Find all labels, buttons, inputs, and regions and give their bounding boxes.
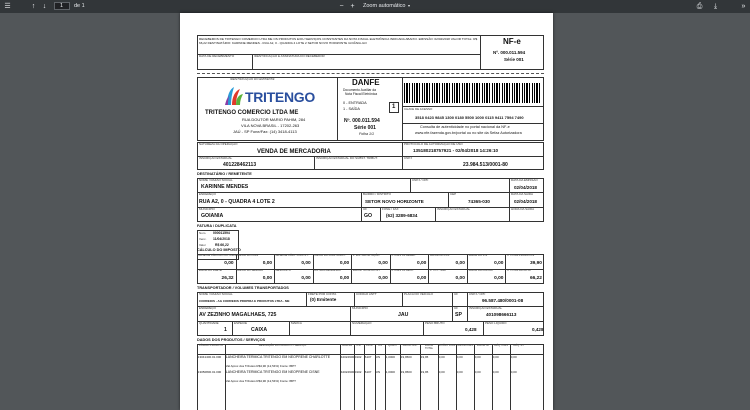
- transp-municipio: JAU: [398, 312, 409, 318]
- transp-nome: CORREIOS - AG CORREIOS PROPRIA E PRODUTOS LTDA - ME: [199, 299, 290, 303]
- produtos-cell: 0,00: [438, 370, 445, 374]
- produtos-cell-tributos: Val Aprox dos Tributos R$4,90 (12,54%) Fonte: IBPT: [225, 379, 296, 383]
- produtos-cell: 13050800.01.000: [197, 370, 222, 374]
- transp-pliq-label: PESO LÍQUIDO: [485, 321, 507, 325]
- emitter-ident-label: IDENTIFICAÇÃO DO EMITENTE: [230, 77, 275, 81]
- imposto-value: 0,00: [262, 276, 273, 281]
- imposto-label: VALOR DO ICMS SUBST.: [314, 254, 346, 257]
- chave-consulta1: Consulta de autenticidade no portal nacional da NF-e: [420, 125, 510, 129]
- cnpj-label: CNPJ: [404, 156, 412, 160]
- imposto-label: V. TOTAL PRODUTOS: [506, 254, 535, 257]
- transp-especie-label: ESPÉCIE: [234, 321, 248, 325]
- pdf-page: [180, 13, 553, 410]
- dest-hora-label: HORA DA SAÍDA: [511, 207, 535, 211]
- transp-frete: (0) Emitente: [310, 297, 337, 302]
- dest-saida: 02/04/2018: [514, 199, 537, 204]
- emitter-addr2: VILA NOVA BRASIL - 17202-263: [241, 123, 300, 128]
- dest-ie-label: INSCRIÇÃO ESTADUAL: [437, 207, 471, 211]
- produtos-header: ALÍQ. IPI: [513, 344, 524, 347]
- produtos-header: CFOP: [365, 344, 374, 347]
- zoom-label: Zoom automático: [363, 3, 406, 9]
- dest-nome: KARINNE MENDES: [201, 184, 249, 190]
- produtos-header: ALÍQ. ICMS: [494, 344, 508, 347]
- cut-line: [197, 73, 544, 74]
- imposto-label: VALOR DO PIS: [468, 254, 488, 257]
- transp-uf2-label: UF: [454, 306, 458, 310]
- receipt-serie: Série 001: [504, 57, 524, 62]
- dest-endereco-label: ENDEREÇO: [199, 192, 217, 196]
- dest-emissao: 02/04/2018: [514, 185, 537, 190]
- imposto-label: DESCONTO: [275, 269, 291, 272]
- imposto-value: 0,00: [339, 261, 350, 266]
- receipt-nfe: NF-e: [503, 37, 521, 46]
- produtos-cell: 0,00: [456, 370, 463, 374]
- produtos-header: B.CÁLC ICMS: [438, 344, 456, 347]
- produtos-cell: 19,9500: [400, 355, 412, 359]
- imposto-value: 0,00: [301, 261, 311, 266]
- produtos-cell: 42022900: [340, 370, 355, 374]
- imposto-label: VALOR DO ICMS: [237, 254, 259, 257]
- emitter-addr3: JAÚ - SP Fone/Fax: (14) 3418-4113: [233, 129, 297, 134]
- dest-municipio-label: MUNICÍPIO: [199, 207, 215, 211]
- dest-bairro: SETOR NOVO HORIZONTE: [365, 199, 424, 204]
- imposto-value: 0,00: [416, 261, 427, 266]
- pdf-toolbar: [0, 0, 750, 13]
- danfe-number: Nº. 000.011.594: [344, 118, 380, 124]
- danfe-serie: Série 001: [354, 125, 376, 131]
- page-current: 1: [60, 3, 64, 9]
- imposto-label: V. ICMS UF REMET.: [391, 254, 416, 257]
- sidebar-toggle-icon[interactable]: ☰: [4, 3, 11, 10]
- dest-cnpj-label: CNPJ / CPF: [412, 178, 429, 182]
- fatura-num-label: Num.: [199, 231, 207, 235]
- produtos-cell: 6107: [364, 355, 372, 359]
- dest-uf: GO: [364, 213, 373, 219]
- transp-frete-label: FRETE POR CONTA: [308, 292, 337, 296]
- operacao-label: NATUREZA DA OPERAÇÃO: [199, 142, 238, 146]
- imposto-value: 0,00: [339, 276, 350, 281]
- danfe-sub1: Documento Auxiliar da: [343, 88, 376, 92]
- chave-label: CHAVE DE ACESSO: [404, 107, 433, 111]
- destinatario-section: DESTINATÁRIO / REMETENTE: [197, 172, 252, 176]
- imposto-value: 0,00: [494, 261, 504, 266]
- transp-ie: 401098666113: [486, 312, 517, 317]
- transp-ie-label: INSCRIÇÃO ESTADUAL: [469, 306, 503, 310]
- dest-municipio: GOIANIA: [201, 213, 224, 219]
- produtos-header: CÓDIGO PRODUTO: [198, 344, 224, 347]
- produtos-header: VALOR UNIT: [402, 344, 418, 347]
- produtos-cell: LANCHEIRA TERMICA TRITENGO EM NEOPRENE CISNE: [225, 370, 320, 374]
- imposto-value: 0,00: [455, 261, 465, 266]
- iest-label: INSCRIÇÃO ESTADUAL DO SUBST. TRIBUT.: [316, 156, 378, 160]
- barcode: [404, 83, 542, 103]
- imposto-label: VALOR DA COFINS: [468, 269, 493, 272]
- imposto-value: 0,00: [301, 276, 311, 281]
- imposto-value: 39,90: [529, 261, 542, 266]
- imposto-label: V. TOTAL DA NOTA: [506, 269, 531, 272]
- transp-municipio-label: MUNICÍPIO: [352, 306, 368, 310]
- imposto-value: 0,00: [224, 261, 234, 266]
- protocolo-value: 135180218757921 - 02/04/2018 14:26:10: [413, 148, 499, 153]
- imposto-label: OUTRAS DESPESAS: [314, 269, 341, 272]
- dest-emissao-label: DATA DA EMISSÃO: [511, 178, 538, 182]
- logo-text: TRITENGO: [245, 89, 315, 105]
- produtos-cell: UN: [375, 355, 381, 359]
- imposto-label: V. ICMS UF DEST.: [391, 269, 414, 272]
- download-icon[interactable]: ⤓: [713, 3, 718, 10]
- dest-uf-label: UF: [363, 207, 367, 211]
- produtos-header: NCM/SH: [341, 344, 353, 347]
- fatura-valor-label: Valor: [199, 243, 206, 247]
- transp-cnpj-label: CNPJ / CPF: [469, 292, 486, 296]
- danfe-entrada: 0 - ENTRADA: [343, 101, 367, 105]
- produtos-cell: 0102: [354, 370, 362, 374]
- emitter-addr1: RUA DOUTOR MARIO PAHIM, 284: [242, 117, 306, 122]
- danfe-tipo: 1: [392, 104, 396, 110]
- imposto-label: BASE DE CÁLC. ICMS S.T.: [275, 254, 309, 257]
- cnpj-value: 23.984.513/0001-80: [463, 162, 508, 168]
- imposto-value: 0,00: [378, 276, 388, 281]
- produtos-cell: 0,00: [492, 355, 499, 359]
- receipt-text: RECEBEMOS DE TRITENGO COMERCIO LTDA ME OS PRODUTOS E/OU SERVIÇOS CONSTANTES DA NOTA FISCAL ELETRÔNICA INDICADA ABAIXO. EMISSÃO: 02/04/2018 VALOR TOTAL: R$ 66,22 DESTINATÁRIO: KARINNE MENDES - RUA A2, 0 - QUADRA 4 LOTE 2 SETOR NOVO HORIZONTE GOIÂNIA-GO: [199, 37, 478, 45]
- danfe-title: DANFE: [352, 78, 380, 87]
- arrow-up-icon[interactable]: ↑: [31, 3, 36, 10]
- page-total: de 1: [74, 3, 85, 9]
- imposto-value: 0,00: [455, 276, 465, 281]
- produtos-cell: 0,00: [492, 370, 499, 374]
- imposto-label: VALOR TOTAL DO IPI: [352, 269, 380, 272]
- receipt-sign-label: IDENTIFICAÇÃO E ASSINATURA DO RECEBEDOR: [254, 54, 325, 58]
- produtos-header: CST: [356, 344, 362, 347]
- danfe-folha: Folha 1/1: [359, 132, 374, 136]
- produtos-header: UN: [378, 344, 382, 347]
- produtos-cell: 19,95: [420, 355, 429, 359]
- produtos-cell-tributos: Val Aprox dos Tributos R$4,90 (12,54%) Fonte: IBPT: [225, 364, 296, 368]
- produtos-cell: 1,0000: [385, 370, 395, 374]
- dest-bairro-label: BAIRRO / DISTRITO: [363, 192, 391, 196]
- danfe-saida: 1 - SAÍDA: [343, 107, 360, 111]
- dest-endereco: RUA A2, 0 - QUADRA 4 LOTE 2: [199, 199, 275, 205]
- imposto-value: 0,00: [416, 276, 427, 281]
- fatura-venc-label: Venc.: [199, 237, 207, 241]
- produtos-cell: 19,95: [420, 370, 429, 374]
- transp-nome-label: NOME / RAZÃO SOCIAL: [199, 292, 233, 296]
- imposto-value: 0,00: [262, 261, 273, 266]
- produtos-cell: 13041400.01.000: [197, 355, 222, 359]
- dest-cep: 74365-030: [468, 199, 490, 204]
- transp-pbruto-label: PESO BRUTO: [425, 321, 445, 325]
- fatura-venc: 11/04/2018: [213, 237, 230, 241]
- produtos-cell: 0,00: [474, 355, 481, 359]
- transp-endereco: AV ZEZINHO MAGALHAES, 725: [199, 312, 277, 318]
- produtos-header: QUANT: [387, 344, 398, 347]
- produtos-cell: 0,00: [474, 370, 481, 374]
- transp-uf2: SP: [455, 312, 462, 318]
- imposto-section: CÁLCULO DO IMPOSTO: [197, 248, 241, 252]
- zoom-in-icon[interactable]: +: [350, 3, 355, 10]
- produtos-cell: 0102: [354, 355, 362, 359]
- imposto-value: 66,22: [529, 276, 542, 281]
- zoom-out-icon[interactable]: −: [339, 3, 344, 10]
- fatura-num: 000011594: [213, 231, 230, 235]
- more-icon[interactable]: »: [741, 3, 746, 10]
- page-number-input[interactable]: [54, 2, 70, 10]
- imposto-value: 0,00: [494, 276, 504, 281]
- produtos-cell: 1,0000: [385, 355, 395, 359]
- produtos-cell: 19,9500: [400, 370, 412, 374]
- produtos-header: VALOR TOTAL: [424, 344, 434, 350]
- protocolo-label: PROTOCOLO DE AUTORIZAÇÃO DE USO: [404, 142, 463, 146]
- dest-saida-label: DATA DA SAÍDA: [511, 192, 534, 196]
- produtos-cell: 0,00: [510, 370, 517, 374]
- fatura-valor: R$ 66,22: [215, 243, 229, 247]
- ie-label: INSCRIÇÃO ESTADUAL: [199, 156, 233, 160]
- operacao-value: VENDA DE MERCADORIA: [257, 149, 331, 155]
- chave-value: 3518 0423 9845 1300 0180 5500 1000 0115 9411 7594 7490: [415, 115, 524, 120]
- receipt-date-label: DATA DE RECEBIMENTO: [199, 54, 235, 58]
- receipt-number: Nº. 000.011.594: [493, 50, 526, 55]
- dest-fone: (62) 3289-6834: [386, 213, 418, 218]
- imposto-value: 26,32: [221, 276, 234, 281]
- produtos-cell: 0,00: [456, 355, 463, 359]
- imposto-label: V. TOT. TRIB.: [429, 269, 447, 272]
- transp-pliq: 0,428: [532, 327, 544, 332]
- transp-especie: CAIXA: [251, 327, 268, 333]
- transp-qtd: 1: [224, 327, 227, 333]
- produtos-section: DADOS DOS PRODUTOS / SERVIÇOS: [197, 338, 266, 342]
- imposto-value: 0,00: [378, 261, 388, 266]
- transportador-section: TRANSPORTADOR / VOLUMES TRANSPORTADOS: [197, 286, 289, 290]
- dest-cep-label: CEP: [450, 192, 457, 196]
- transp-antt-label: CÓDIGO ANTT: [356, 292, 377, 296]
- produtos-cell: 6107: [364, 370, 372, 374]
- transp-uf-label: UF: [454, 292, 458, 296]
- transp-pbruto: 0,428: [465, 327, 477, 332]
- print-icon[interactable]: ⎙: [696, 3, 703, 10]
- produtos-cell: 0,00: [438, 355, 445, 359]
- produtos-cell: LANCHEIRA TERMICA TRITENGO EM NEOPRENE CHARLOTTE: [225, 355, 331, 359]
- transp-marca-label: MARCA: [291, 321, 302, 325]
- ie-value: 401228462113: [223, 162, 257, 168]
- transp-endereco-label: ENDEREÇO: [199, 306, 217, 310]
- emitter-name: TRITENGO COMERCIO LTDA ME: [205, 110, 299, 116]
- imposto-label: BASE DE CÁLCULO DO ICMS: [198, 254, 236, 257]
- transp-placa-label: PLACA DO VEÍCULO: [404, 292, 434, 296]
- imposto-label: VALOR DO FRETE: [198, 269, 222, 272]
- chave-consulta2: www.nfe.fazenda.gov.br/portal ou no site da Sefaz Autorizadora: [415, 131, 522, 135]
- imposto-label: VALOR DO SEGURO: [237, 269, 264, 272]
- produtos-header: DESCRIÇÃO DO PRODUTO / SERVIÇO: [258, 344, 307, 347]
- zoom-select[interactable]: [361, 2, 415, 11]
- imposto-label: V. IMP. IMPORTAÇÃO: [352, 254, 380, 257]
- transp-qtd-label: QUANTIDADE: [199, 321, 219, 325]
- produtos-cell: 42022900: [340, 355, 355, 359]
- tritengo-logo: [224, 85, 324, 109]
- produtos-cell: 0,00: [510, 355, 517, 359]
- arrow-down-icon[interactable]: ↓: [42, 3, 47, 10]
- fatura-section: FATURA / DUPLICATA: [197, 224, 237, 228]
- produtos-cell: UN: [375, 370, 381, 374]
- transp-numeracao-label: NUMERAÇÃO: [352, 321, 372, 325]
- transp-cnpj: 96.587.480/0001-08: [482, 298, 524, 303]
- danfe-sub2: Nota Fiscal Eletrônica: [345, 92, 378, 96]
- chevron-down-icon: ▾: [408, 3, 411, 8]
- produtos-header: VALOR ICMS: [457, 344, 473, 347]
- dest-nome-label: NOME / RAZÃO SOCIAL: [199, 178, 233, 182]
- produtos-header: VALOR IPI: [476, 344, 490, 347]
- imposto-label: VALOR DO FCP: [429, 254, 450, 257]
- dest-fone-label: FONE / FAX: [382, 207, 399, 211]
